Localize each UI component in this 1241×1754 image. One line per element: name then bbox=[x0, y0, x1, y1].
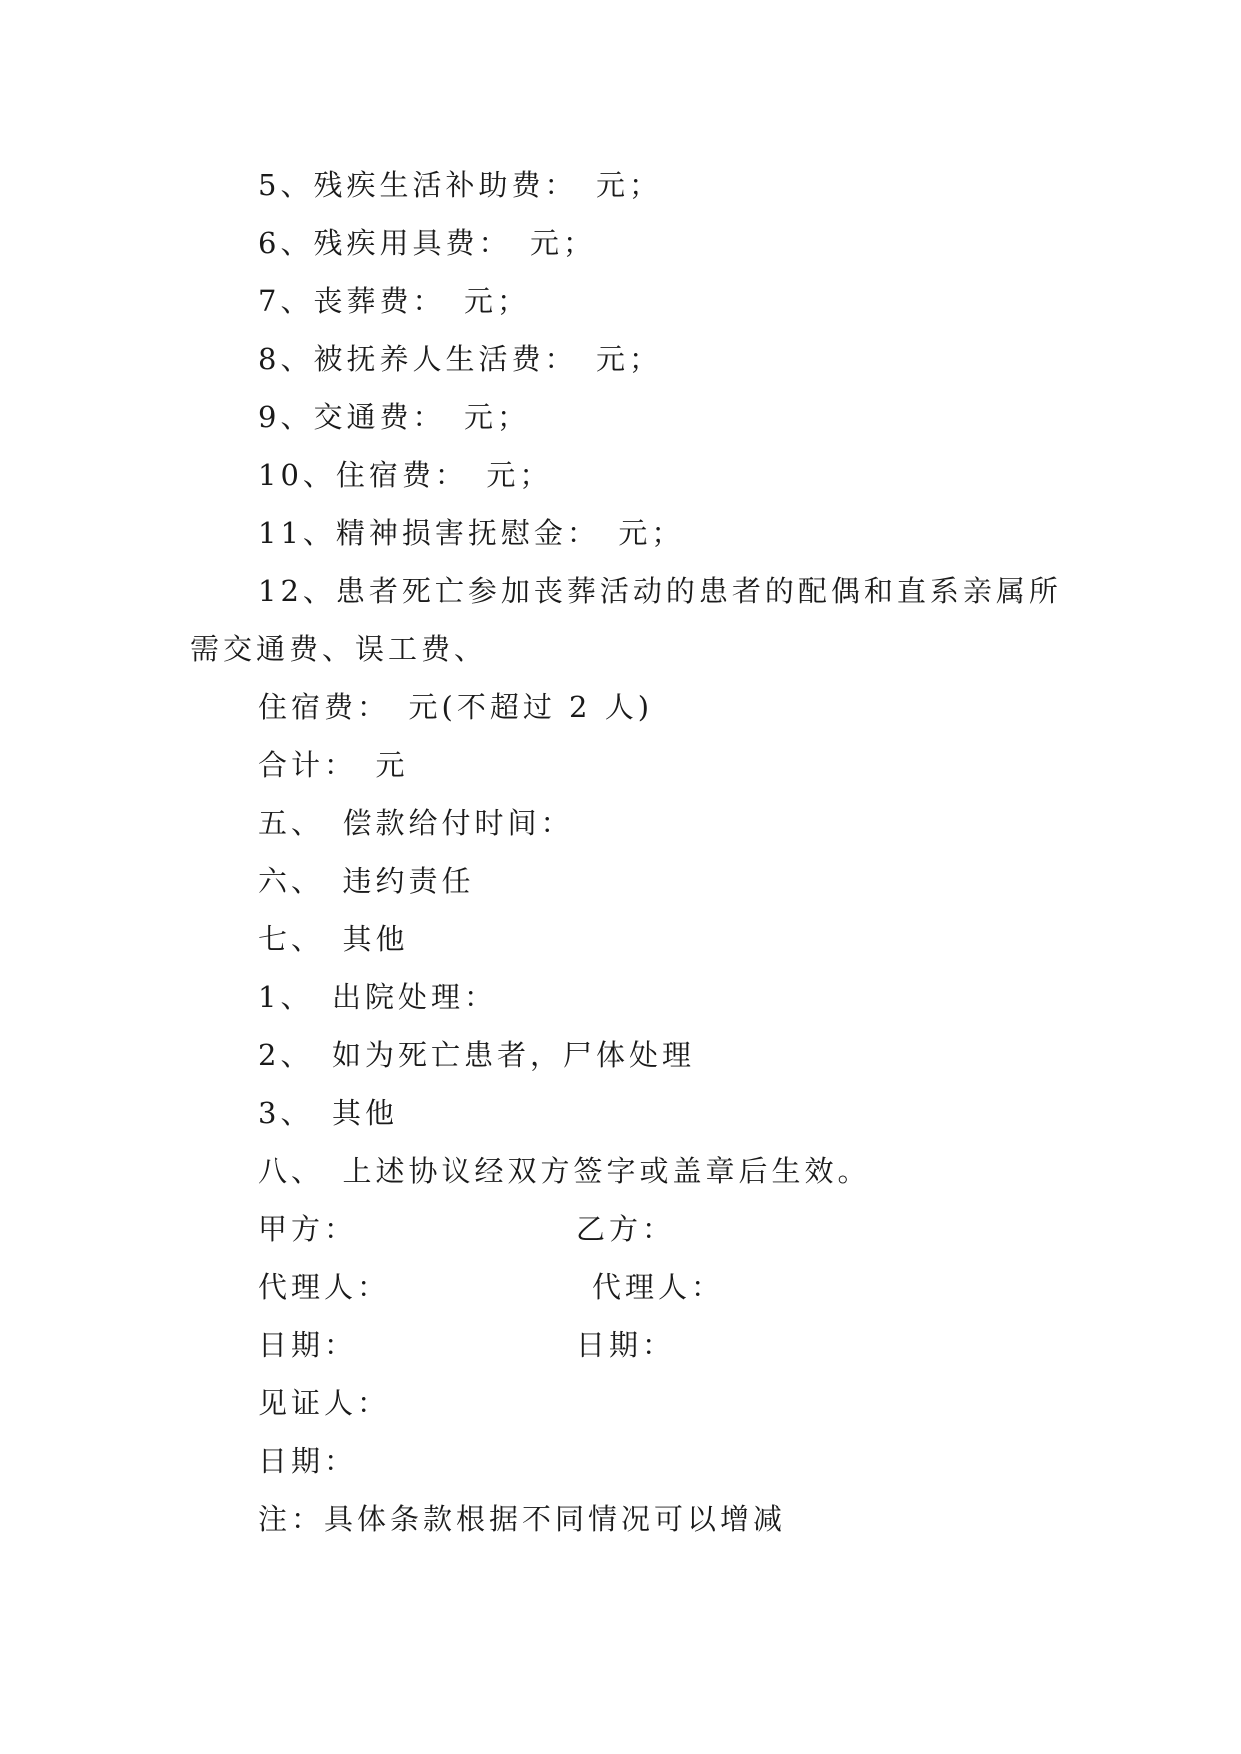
section-breach-liability: 六、 违约责任 bbox=[258, 864, 475, 898]
item-funeral-fee: 7、丧葬费： 元； bbox=[258, 284, 530, 318]
item-accommodation-fee: 10、住宿费： 元； bbox=[258, 458, 553, 492]
other-misc: 3、 其他 bbox=[258, 1096, 398, 1130]
agent-b-label: 代理人： bbox=[592, 1270, 725, 1304]
section-payment-time: 五、 偿款给付时间： bbox=[258, 806, 574, 840]
party-a-label: 甲方： bbox=[258, 1212, 358, 1246]
date-b-label: 日期： bbox=[576, 1328, 676, 1362]
item-funeral-family-accommodation: 住宿费： 元(不超过 2 人) bbox=[258, 690, 654, 724]
other-body-handling: 2、 如为死亡患者，尸体处理 bbox=[258, 1038, 695, 1072]
footnote: 注：具体条款根据不同情况可以增减 bbox=[258, 1502, 787, 1536]
item-disability-equipment-fee: 6、残疾用具费： 元； bbox=[258, 226, 596, 260]
item-funeral-family-expenses: 12、患者死亡参加丧葬活动的患者的配偶和直系亲属所 bbox=[258, 574, 1062, 608]
date-a-label: 日期： bbox=[258, 1328, 358, 1362]
other-discharge-handling: 1、 出院处理： bbox=[258, 980, 497, 1014]
item-funeral-family-expenses-cont: 需交通费、误工费、 bbox=[190, 632, 488, 666]
party-b-label: 乙方： bbox=[576, 1212, 676, 1246]
section-effectiveness: 八、 上述协议经双方签字或盖章后生效。 bbox=[258, 1154, 871, 1188]
item-mental-damage-compensation: 11、精神损害抚慰金： 元； bbox=[258, 516, 685, 550]
witness-date-label: 日期： bbox=[258, 1444, 358, 1478]
witness-label: 见证人： bbox=[258, 1386, 391, 1420]
item-disability-living-allowance: 5、残疾生活补助费： 元； bbox=[258, 168, 662, 202]
item-dependent-living-fee: 8、被抚养人生活费： 元； bbox=[258, 342, 662, 376]
section-other: 七、 其他 bbox=[258, 922, 409, 956]
item-transport-fee: 9、交通费： 元； bbox=[258, 400, 530, 434]
total-line: 合计： 元 bbox=[258, 748, 409, 782]
agent-a-label: 代理人： bbox=[258, 1270, 391, 1304]
